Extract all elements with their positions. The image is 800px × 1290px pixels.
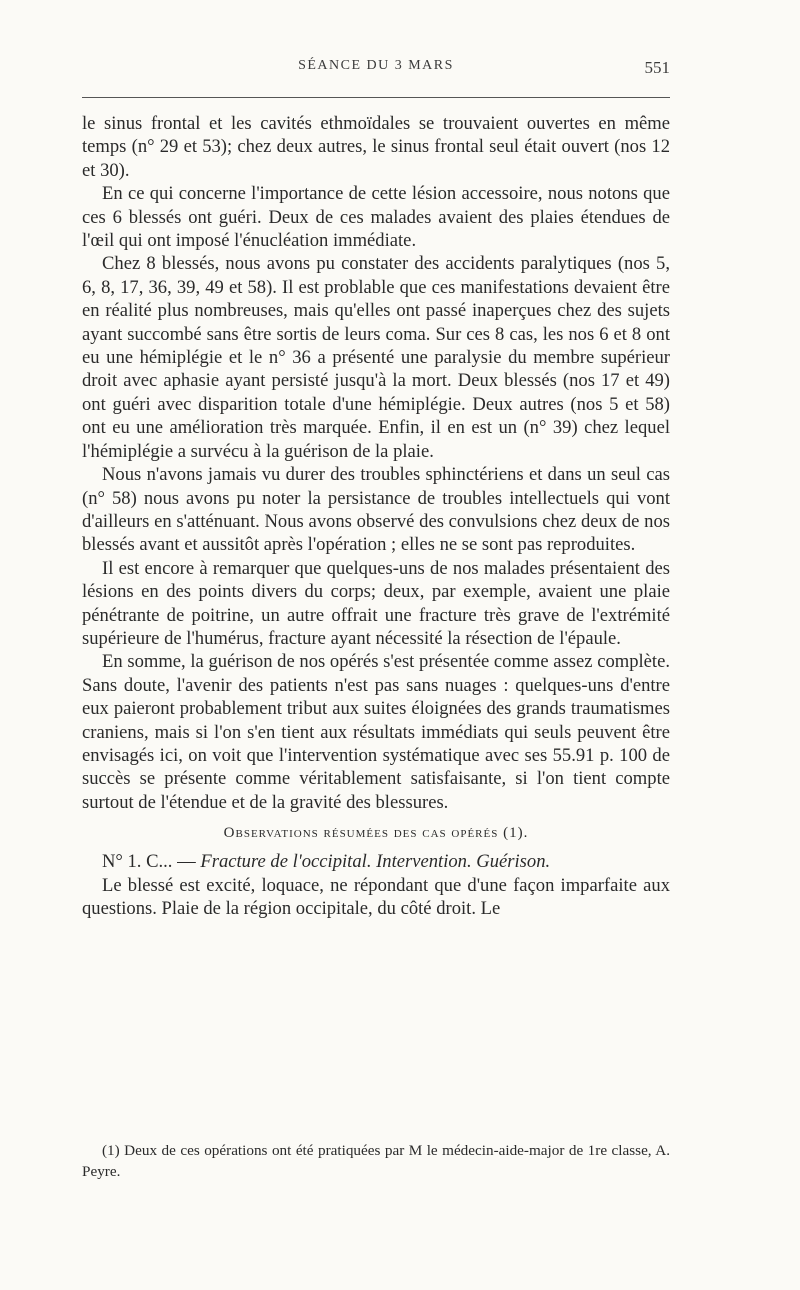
paragraph-3: Chez 8 blessés, nous avons pu constater des accidents paralytiques (nos 5, 6, 8, 17, 36, 39, 49 et 58). Il est problable que ces manifestations devaient être en réalité plus nombreuses, mais qu'elles ont passé inaperçues chez des sujets ayant succombé sans être sortis de leurs coma. Sur ces 8 cas, les nos 6 et 8 ont eu une hémiplégie et le n° 36 a présenté une paralysie du membre supérieur droit avec aphasie ayant persisté jusqu'à la mort. Deux blessés (nos 17 et 49) ont guéri avec disparition totale d'une hémiplégie. Deux autres (nos 5 et 58) ont eu une amélioration très marquée. Enfin, il en est un (n° 39) chez lequel l'hémiplégie a survécu à la guérison de la plaie. xyxy=(82,253,670,462)
case-text: Le blessé est excité, loquace, ne répondant que d'une façon imparfaite aux questions. Plaie de la région occipitale, du côté droit. Le xyxy=(82,874,670,919)
page-header xyxy=(82,58,670,86)
case-heading xyxy=(82,850,670,873)
section-title: Observations résumées des cas opérés (1). xyxy=(223,825,529,842)
header-rule xyxy=(82,97,670,98)
footnote xyxy=(82,1140,670,1182)
paragraph-5: Il est encore à remarquer que quelques-uns de nos malades présentaient des lésions en des points divers du corps; deux, par exemple, avaient une plaie pénétrante de poitrine, un autre offrait une fracture très grave de l'extrémité supérieure de l'humérus, fracture ayant nécessité la résection de l'épaule. xyxy=(82,557,670,649)
case-title: Fracture de l'occipital. Intervention. Guérison. xyxy=(200,851,551,873)
paragraph-6: En somme, la guérison de nos opérés s'est présentée comme assez complète. Sans doute, l'avenir des patients n'est pas sans nuages : quelques-uns d'entre eux paieront probablement tribut aux suites éloignées des grands traumatismes craniens, mais si l'on s'en tient aux résultats immédiats qui seuls peuvent être envisagés ici, on voit que l'intervention systématique avec ses 55.91 p. 100 de succès se présente comme véritablement satisfaisante, si l'on tient compte surtout de l'étendue et de la gravité des blessures. xyxy=(82,651,670,813)
paragraph-1: le sinus frontal et les cavités ethmoïdales se trouvaient ouvertes en même temps (n° 29 et 53); chez deux autres, le sinus frontal seul était ouvert (nos 12 et 30). xyxy=(82,113,670,181)
paragraph-4: Nous n'avons jamais vu durer des troubles sphinctériens et dans un seul cas (n° 58) nous avons pu noter la persistance de troubles intellectuels qui vont d'ailleurs en s'atténuant. Nous avons observé des convulsions chez deux de nos blessés avant et aussitôt après l'opération ; elles ne se sont pas reproduites. xyxy=(82,464,670,556)
case-number: N° 1. C... — xyxy=(102,851,196,873)
paragraph-2: En ce qui concerne l'importance de cette lésion accessoire, nous notons que ces 6 blessés ont guéri. Deux de ces malades avaient des plaies étendues de l'œil qui ont imposé l'énucléation immédiate. xyxy=(82,183,670,252)
footnote-text: (1) Deux de ces opérations ont été pratiquées par M le médecin-aide-major de 1re classe, A. Peyre. xyxy=(82,1142,670,1180)
page-number: 551 xyxy=(644,58,670,77)
running-head: SÉANCE DU 3 MARS xyxy=(298,58,454,73)
body-text xyxy=(82,112,670,920)
